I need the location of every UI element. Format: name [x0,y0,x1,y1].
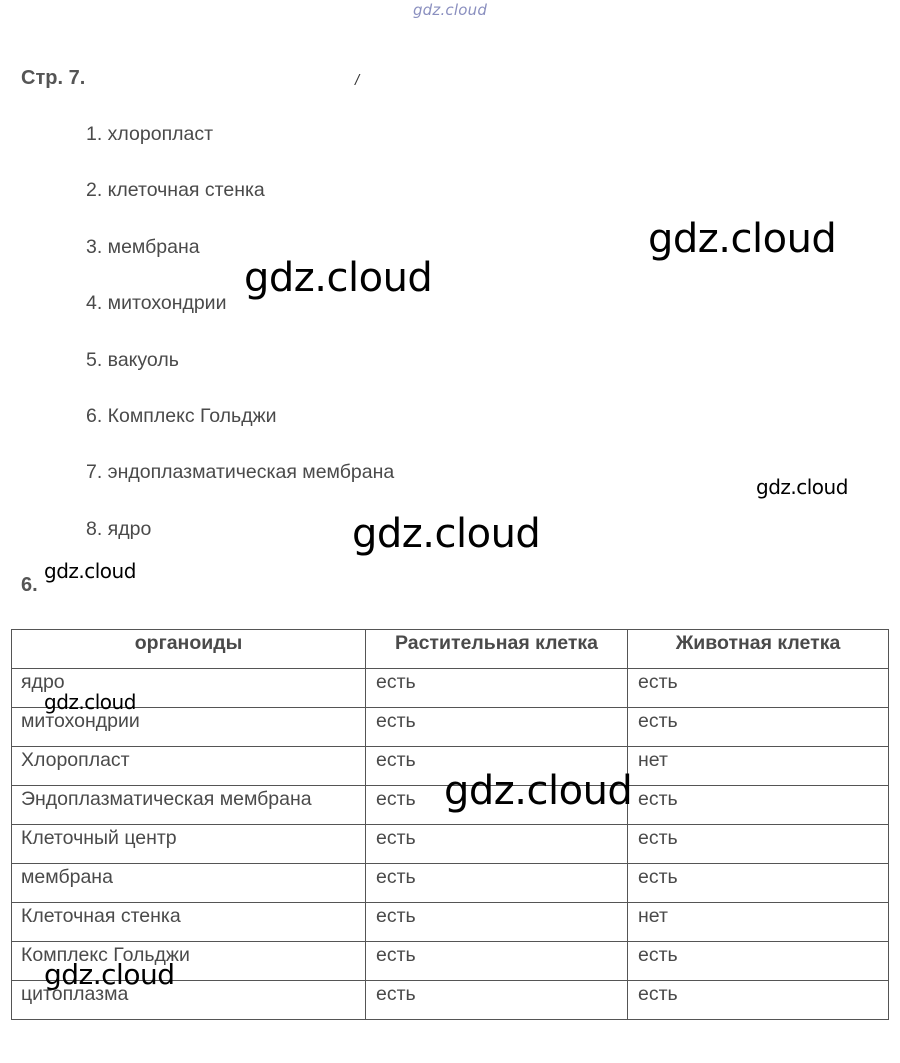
plant-cell-value: есть [366,747,628,786]
animal-cell-value: есть [628,981,889,1020]
plant-cell-value: есть [366,942,628,981]
plant-cell-value: есть [366,825,628,864]
organoid-name-cell: Клеточная стенка [12,903,366,942]
organoid-name-cell: митохондрии [12,708,366,747]
animal-cell-value: есть [628,669,889,708]
table-row [12,903,889,942]
watermark: gdz.cloud [44,958,175,991]
organoid-name-cell: мембрана [12,864,366,903]
column-header-organoids: органоиды [12,630,366,669]
section-number: 6. [21,574,38,596]
plant-cell-value: есть [366,981,628,1020]
stray-mark: / [355,72,360,89]
organoid-name-cell: Комплекс Гольджи [12,942,366,981]
list-item: 3. мембрана [86,235,200,258]
animal-cell-value: нет [628,903,889,942]
animal-cell-value: есть [628,708,889,747]
page-title: Стр. 7. [21,67,86,89]
plant-cell-value: есть [366,708,628,747]
table-row [12,825,889,864]
table-row [12,864,889,903]
list-item: 7. эндоплазматическая мембрана [86,461,395,484]
watermark: gdz.cloud [648,216,837,262]
plant-cell-value: есть [366,786,628,825]
list-item: 6. Комплекс Гольджи [86,404,277,427]
column-header-animal-cell: Животная клетка [628,630,889,669]
plant-cell-value: есть [366,669,628,708]
animal-cell-value: есть [628,864,889,903]
answer-list [86,122,394,573]
organoid-name-cell: Клеточный центр [12,825,366,864]
organoid-name-cell: ядро [12,669,366,708]
list-item: 5. вакуоль [86,348,179,371]
watermark: gdz.cloud [352,511,541,557]
list-item: 2. клеточная стенка [86,179,265,202]
watermark: gdz.cloud [44,559,136,583]
plant-cell-value: есть [366,864,628,903]
animal-cell-value: есть [628,786,889,825]
organoid-name-cell: Хлоропласт [12,747,366,786]
table-header-row [12,630,889,669]
animal-cell-value: нет [628,747,889,786]
watermark: gdz.cloud [44,690,136,714]
table-row [12,669,889,708]
site-watermark-header: gdz.cloud [412,1,488,19]
watermark: gdz.cloud [244,255,433,301]
plant-cell-value: есть [366,903,628,942]
table-row [12,708,889,747]
animal-cell-value: есть [628,825,889,864]
column-header-plant-cell: Растительная клетка [366,630,628,669]
list-item: 4. митохондрии [86,292,227,315]
list-item: 8. ядро [86,517,152,540]
organoid-name-cell: Эндоплазматическая мембрана [12,786,366,825]
organoid-name-cell: цитоплазма [12,981,366,1020]
watermark: gdz.cloud [756,475,848,499]
list-item: 1. хлоропласт [86,123,214,145]
animal-cell-value: есть [628,942,889,981]
watermark: gdz.cloud [444,768,633,814]
